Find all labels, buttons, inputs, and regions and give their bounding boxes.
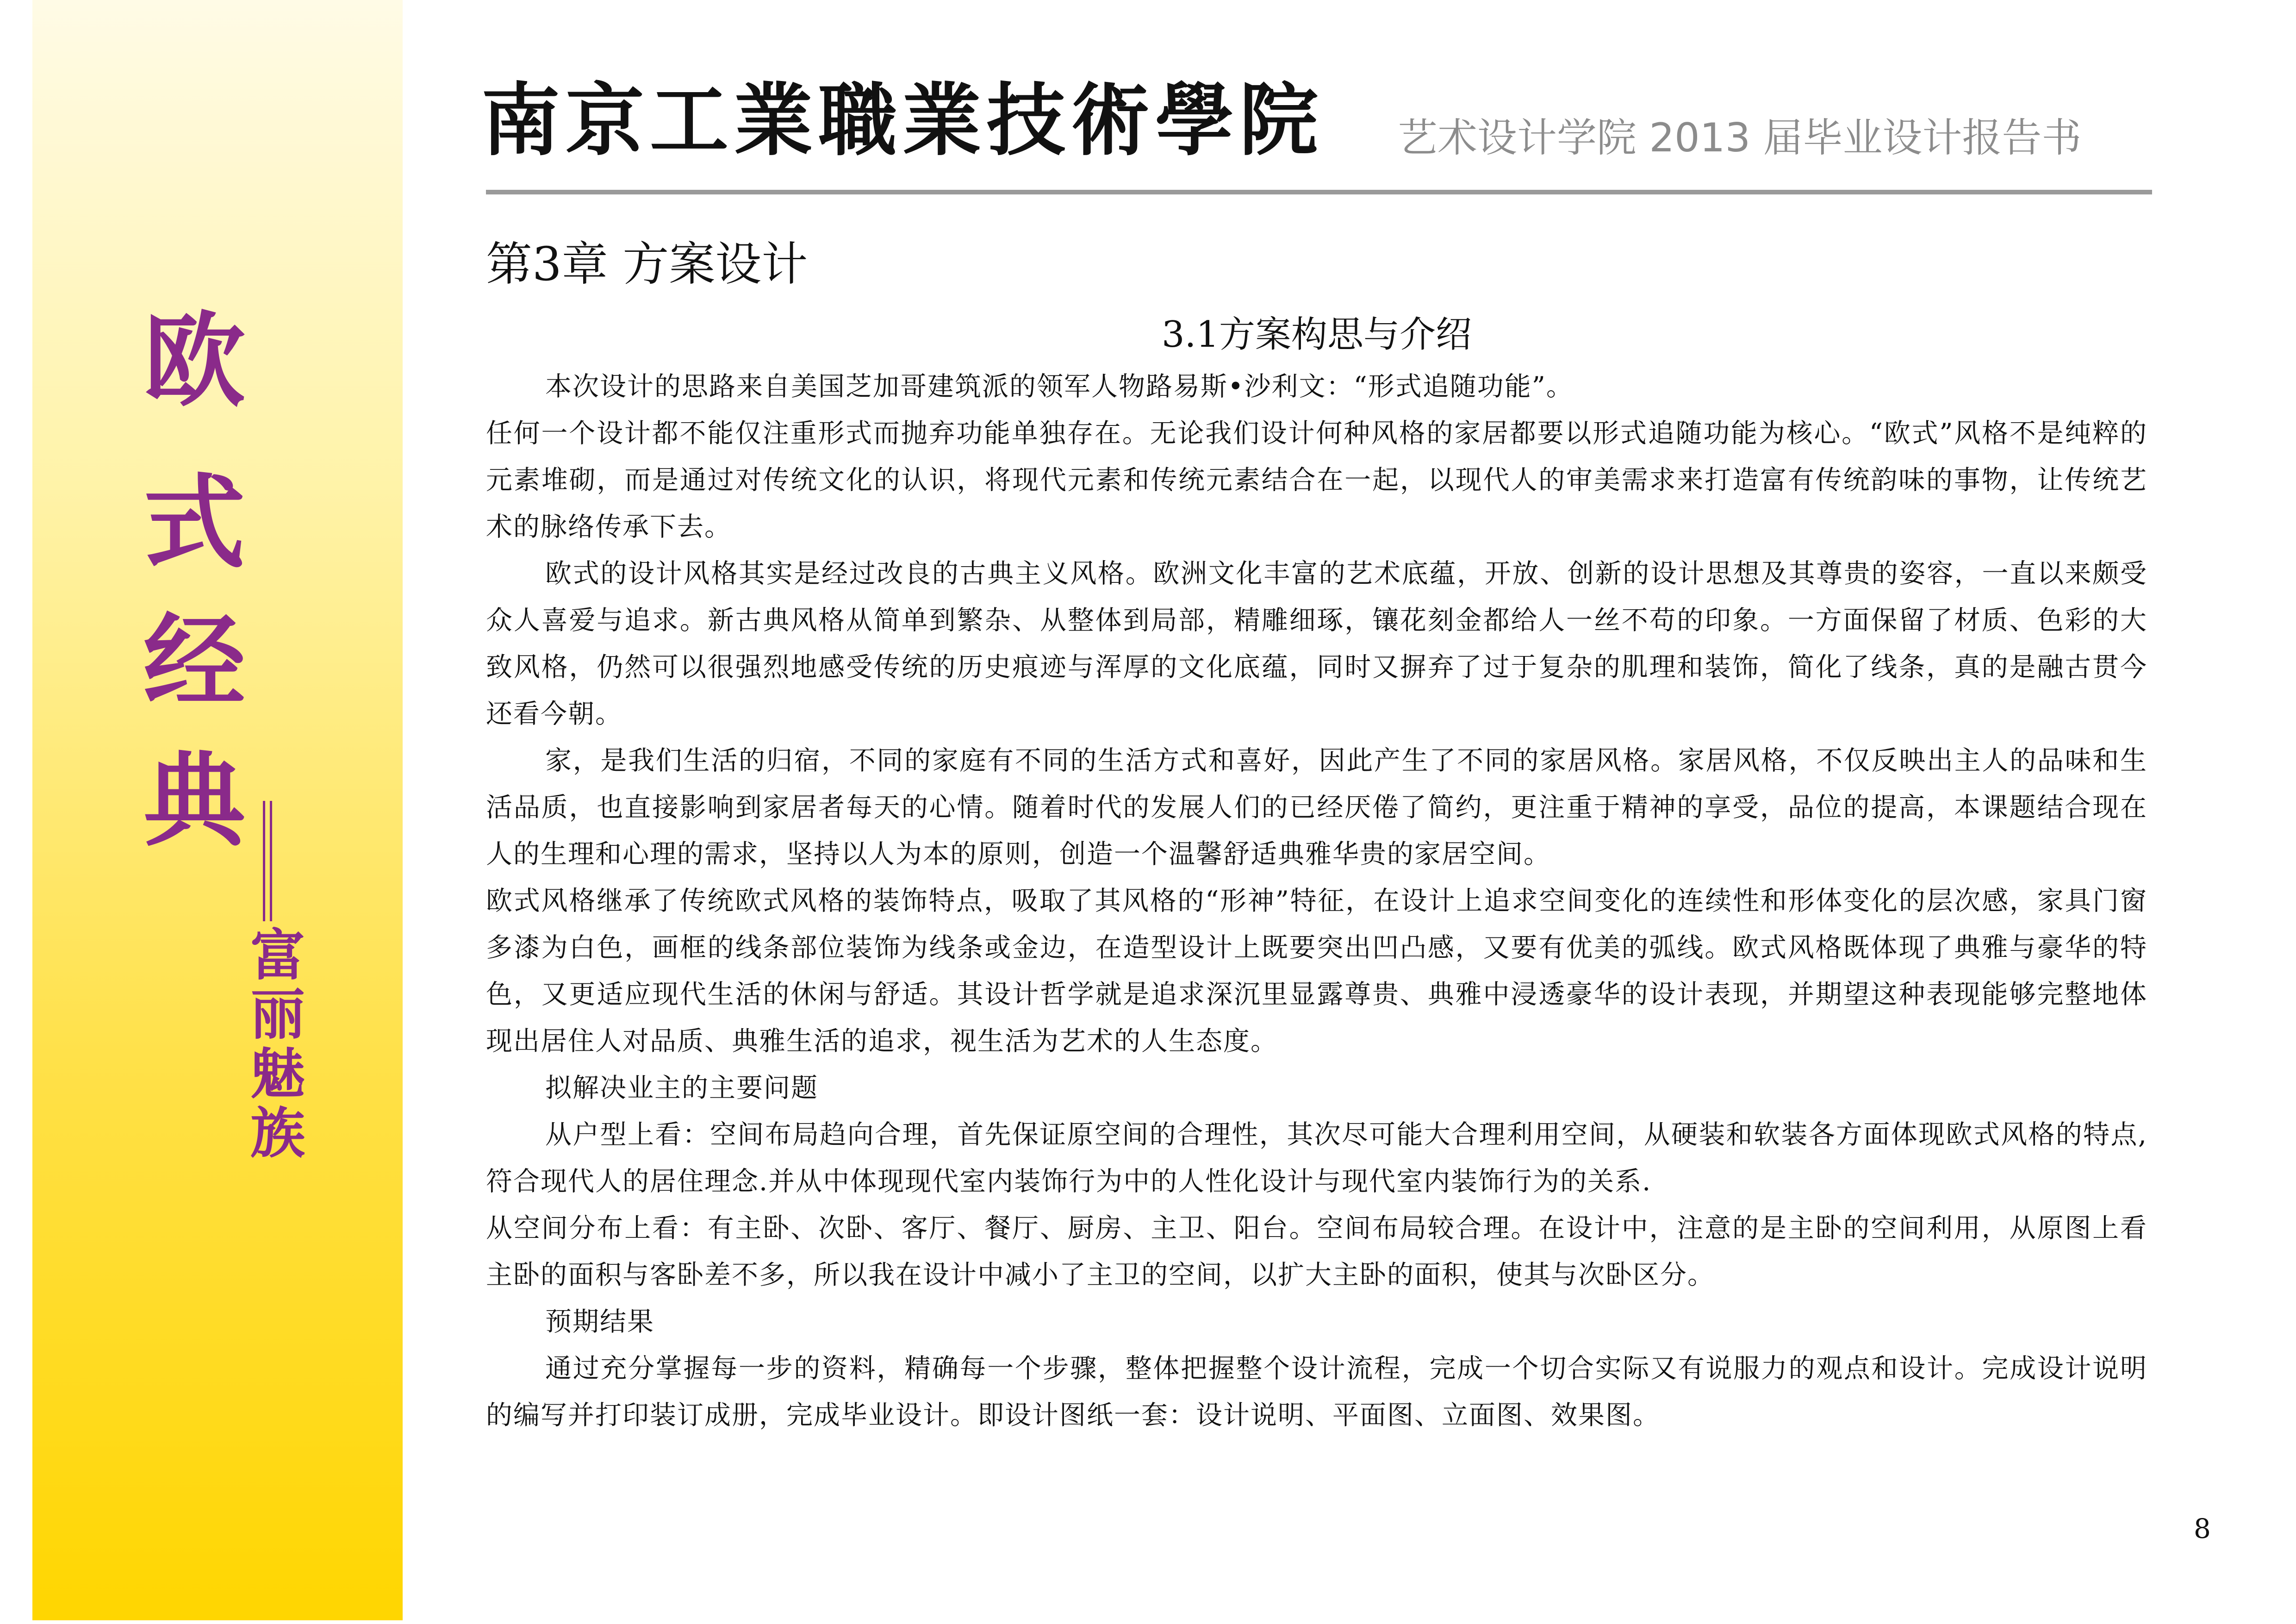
sidebar-title-char: 经 <box>143 603 245 721</box>
sidebar-dash-divider <box>263 801 272 921</box>
header-divider <box>486 190 2152 194</box>
paragraph: 本次设计的思路来自美国芝加哥建筑派的领军人物路易斯•沙利文：“形式追随功能”。 <box>545 371 1574 402</box>
college-logo: 南京工業職業技術學院 <box>481 74 1324 167</box>
paragraph: 通过充分掌握每一步的资料，精确每一个步骤，整体把握整个设计流程，完成一个切合实际又有说服力的观点和设计。完成设计说明的编写并打印装订成册，完成毕业设计。即设计图纸一套：设计说明、平面图、立面图、效果图。 <box>486 1353 2147 1430</box>
sidebar-title-char: 欧 <box>143 302 245 420</box>
body-text <box>486 363 2147 1439</box>
sidebar-subtitle-char: 族 <box>250 1101 305 1165</box>
sidebar-subtitle-char: 魅 <box>250 1042 305 1106</box>
paragraph: 从空间分布上看：有主卧、次卧、客厅、餐厅、厨房、主卫、阳台。空间布局较合理。在设计中，注意的是主卧的空间利用，从原图上看主卧的面积与客卧差不多，所以我在设计中减小了主卫的空间，以扩大主卧的面积，使其与次卧区分。 <box>486 1213 2147 1290</box>
page-number: 8 <box>2194 1513 2211 1544</box>
paragraph: 家，是我们生活的归宿，不同的家庭有不同的生活方式和喜好，因此产生了不同的家居风格。家居风格，不仅反映出主人的品味和生活品质，也直接影响到家居者每天的心情。随着时代的发展人们的已经厌倦了简约，更注重于精神的享受，品位的提高，本课题结合现在人的生理和心理的需求，坚持以人为本的原则，创造一个温馨舒适典雅华贵的家居空间。 <box>486 745 2147 869</box>
section-title: 3.1方案构思与介绍 <box>1161 314 1472 356</box>
sidebar-title-char: 典 <box>143 742 245 860</box>
sidebar-subtitle-char: 富 <box>250 924 305 987</box>
sidebar-title-char: 式 <box>143 464 245 582</box>
report-title: 艺术设计学院 2013 届毕业设计报告书 <box>1398 115 2082 161</box>
subheading: 拟解决业主的主要问题 <box>545 1073 818 1103</box>
paragraph: 欧式的设计风格其实是经过改良的古典主义风格。欧洲文化丰富的艺术底蕴，开放、创新的设计思想及其尊贵的姿容，一直以来颇受众人喜爱与追求。新古典风格从简单到繁杂、从整体到局部，精雕细琢，镶花刻金都给人一丝不苟的印象。一方面保留了材质、色彩的大致风格，仍然可以很强烈地感受传统的历史痕迹与浑厚的文化底蕴，同时又摒弃了过于复杂的肌理和装饰，简化了线条，真的是融古贯今还看今朝。 <box>486 558 2147 729</box>
paragraph: 任何一个设计都不能仅注重形式而抛弃功能单独存在。无论我们设计何种风格的家居都要以形式追随功能为核心。“欧式”风格不是纯粹的元素堆砌，而是通过对传统文化的认识，将现代元素和传统元素结合在一起，以现代人的审美需求来打造富有传统韵味的事物，让传统艺术的脉络传承下去。 <box>486 418 2147 542</box>
paragraph: 从户型上看：空间布局趋向合理，首先保证原空间的合理性，其次尽可能大合理利用空间，从硬装和软装各方面体现欧式风格的特点,符合现代人的居住理念.并从中体现现代室内装饰行为中的人性化设计与现代室内装饰行为的关系. <box>486 1119 2147 1197</box>
chapter-title: 第3章 方案设计 <box>486 237 808 291</box>
subheading: 预期结果 <box>545 1306 654 1337</box>
sidebar-subtitle-char: 丽 <box>250 983 305 1047</box>
paragraph: 欧式风格继承了传统欧式风格的装饰特点，吸取了其风格的“形神”特征，在设计上追求空间变化的连续性和形体变化的层次感，家具门窗多漆为白色，画框的线条部位装饰为线条或金边，在造型设计上既要突出凹凸感，又要有优美的弧线。欧式风格既体现了典雅与豪华的特色，又更适应现代生活的休闲与舒适。其设计哲学就是追求深沉里显露尊贵、典雅中浸透豪华的设计表现，并期望这种表现能够完整地体现出居住人对品质、典雅生活的追求，视生活为艺术的人生态度。 <box>486 886 2147 1056</box>
